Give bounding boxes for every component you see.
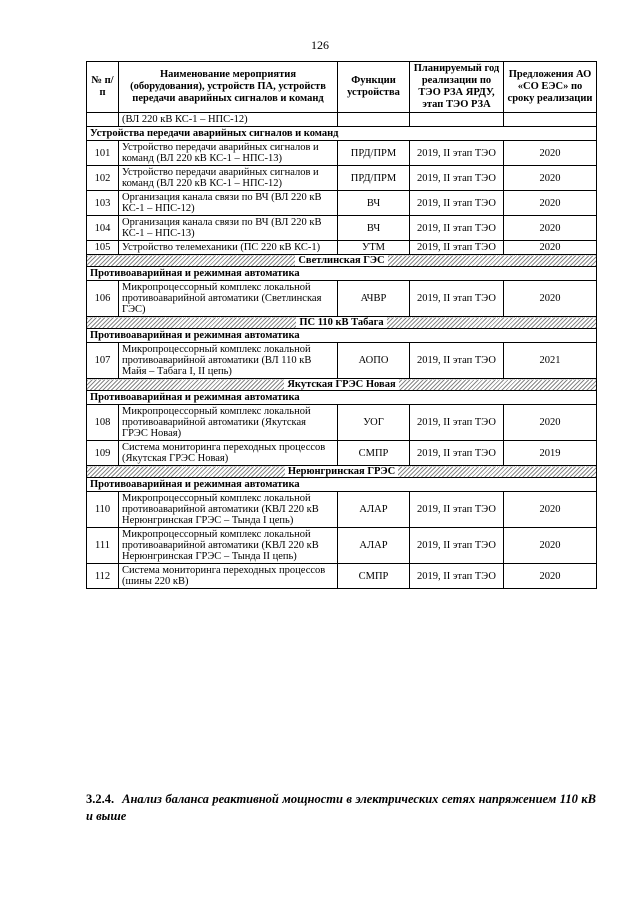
- row-year-cell: 2019, II этап ТЭО: [410, 216, 504, 241]
- section-cell: [87, 379, 597, 391]
- row-name-cell: Микропроцессорный комплекс локальной противоаварийной автоматики (КВЛ 220 кВ Нерюнгринская ГРЭС – Тында I цепь): [119, 492, 338, 528]
- section-cell: [87, 317, 597, 329]
- header-planned-year: Планируемый год реализации по ТЭО РЗА ЯРДУ, этап ТЭО РЗА: [410, 62, 504, 113]
- section-title: Нерюнгринская ГРЭС: [285, 466, 398, 477]
- table-section-row: [87, 317, 597, 329]
- table-row: [87, 528, 597, 564]
- row-name-cell: Устройство телемеханики (ПС 220 кВ КС-1): [119, 241, 338, 255]
- table-section-row: [87, 379, 597, 391]
- row-function-cell: ПРД/ПРМ: [338, 166, 410, 191]
- row-proposal-cell: [504, 113, 597, 127]
- row-function-cell: СМПР: [338, 441, 410, 466]
- row-function-cell: ВЧ: [338, 191, 410, 216]
- section-cell: [87, 466, 597, 478]
- table-row: [87, 343, 597, 379]
- row-name-cell: Микропроцессорный комплекс локальной противоаварийной автоматики (Якутская ГРЭС Новая): [119, 405, 338, 441]
- row-function-cell: АЛАР: [338, 528, 410, 564]
- table-row: [87, 441, 597, 466]
- row-year-cell: 2019, II этап ТЭО: [410, 405, 504, 441]
- table-row: [87, 405, 597, 441]
- table-row-continued: [87, 113, 597, 127]
- section-heading-number: 3.2.4.: [86, 792, 115, 806]
- group-title: Противоаварийная и режимная автоматика: [87, 478, 597, 492]
- row-proposal-cell: 2020: [504, 166, 597, 191]
- row-proposal-cell: 2019: [504, 441, 597, 466]
- row-function-cell: АОПО: [338, 343, 410, 379]
- table-group-row: [87, 391, 597, 405]
- row-year-cell: 2019, II этап ТЭО: [410, 191, 504, 216]
- row-proposal-cell: 2020: [504, 141, 597, 166]
- table-row: [87, 281, 597, 317]
- header-proposal: Предложения АО «СО ЕЭС» по сроку реализации: [504, 62, 597, 113]
- header-name: Наименование мероприятия (оборудования), устройств ПА, устройств передачи аварийных сигналов и команд: [119, 62, 338, 113]
- section-heading: [86, 791, 596, 825]
- row-year-cell: 2019, II этап ТЭО: [410, 281, 504, 317]
- row-name-cell: Устройство передачи аварийных сигналов и команд (ВЛ 220 кВ КС-1 – НПС-13): [119, 141, 338, 166]
- table-group-row: [87, 478, 597, 492]
- row-proposal-cell: 2021: [504, 343, 597, 379]
- row-year-cell: 2019, II этап ТЭО: [410, 241, 504, 255]
- row-num-cell: 107: [87, 343, 119, 379]
- row-name-cell: Система мониторинга переходных процессов (Якутская ГРЭС Новая): [119, 441, 338, 466]
- row-proposal-cell: 2020: [504, 191, 597, 216]
- row-year-cell: 2019, II этап ТЭО: [410, 441, 504, 466]
- page-number: 126: [311, 38, 329, 52]
- row-num-cell: 101: [87, 141, 119, 166]
- row-name-cell: (ВЛ 220 кВ КС-1 – НПС-12): [119, 113, 338, 127]
- row-function-cell: ПРД/ПРМ: [338, 141, 410, 166]
- row-function-cell: АЧВР: [338, 281, 410, 317]
- table-row: [87, 191, 597, 216]
- header-num: № п/п: [87, 62, 119, 113]
- row-proposal-cell: 2020: [504, 564, 597, 589]
- row-name-cell: Система мониторинга переходных процессов (шины 220 кВ): [119, 564, 338, 589]
- table-row: [87, 166, 597, 191]
- row-name-cell: Микропроцессорный комплекс локальной противоаварийной автоматики (ВЛ 110 кВ Майя – Табага I, II цепь): [119, 343, 338, 379]
- row-num-cell: [87, 113, 119, 127]
- group-title: Противоаварийная и режимная автоматика: [87, 267, 597, 281]
- table-group-row: [87, 329, 597, 343]
- row-name-cell: Устройство передачи аварийных сигналов и команд (ВЛ 220 кВ КС-1 – НПС-12): [119, 166, 338, 191]
- row-function-cell: УОГ: [338, 405, 410, 441]
- table-row: [87, 241, 597, 255]
- row-function-cell: АЛАР: [338, 492, 410, 528]
- row-name-cell: Организация канала связи по ВЧ (ВЛ 220 кВ КС-1 – НПС-13): [119, 216, 338, 241]
- table-body: [87, 113, 597, 589]
- section-heading-text: Анализ баланса реактивной мощности в электрических сетях напряжением 110 кВ и выше: [86, 792, 596, 823]
- header-function: Функции устройства: [338, 62, 410, 113]
- row-num-cell: 102: [87, 166, 119, 191]
- row-name-cell: Микропроцессорный комплекс локальной противоаварийной автоматики (Светлинская ГЭС): [119, 281, 338, 317]
- table-group-row: [87, 267, 597, 281]
- row-proposal-cell: 2020: [504, 216, 597, 241]
- table-row: [87, 564, 597, 589]
- row-year-cell: 2019, II этап ТЭО: [410, 528, 504, 564]
- section-title: ПС 110 кВ Табага: [296, 317, 386, 328]
- table-section-row: [87, 466, 597, 478]
- group-title: Противоаварийная и режимная автоматика: [87, 391, 597, 405]
- row-num-cell: 106: [87, 281, 119, 317]
- row-num-cell: 105: [87, 241, 119, 255]
- row-proposal-cell: 2020: [504, 528, 597, 564]
- row-year-cell: 2019, II этап ТЭО: [410, 166, 504, 191]
- table-section-row: [87, 255, 597, 267]
- row-num-cell: 111: [87, 528, 119, 564]
- group-title: Противоаварийная и режимная автоматика: [87, 329, 597, 343]
- row-num-cell: 112: [87, 564, 119, 589]
- row-name-cell: Микропроцессорный комплекс локальной противоаварийной автоматики (КВЛ 220 кВ Нерюнгринская ГРЭС – Тында II цепь): [119, 528, 338, 564]
- row-num-cell: 108: [87, 405, 119, 441]
- table-row: [87, 216, 597, 241]
- table-header-row: [87, 62, 597, 113]
- group-title: Устройства передачи аварийных сигналов и команд: [87, 127, 597, 141]
- row-year-cell: 2019, II этап ТЭО: [410, 141, 504, 166]
- row-proposal-cell: 2020: [504, 492, 597, 528]
- table-group-row: [87, 127, 597, 141]
- row-num-cell: 104: [87, 216, 119, 241]
- row-year-cell: 2019, II этап ТЭО: [410, 564, 504, 589]
- row-function-cell: ВЧ: [338, 216, 410, 241]
- row-function-cell: СМПР: [338, 564, 410, 589]
- row-function-cell: УТМ: [338, 241, 410, 255]
- row-num-cell: 103: [87, 191, 119, 216]
- row-proposal-cell: 2020: [504, 241, 597, 255]
- row-proposal-cell: 2020: [504, 281, 597, 317]
- row-year-cell: 2019, II этап ТЭО: [410, 343, 504, 379]
- measures-table: [86, 61, 597, 589]
- row-proposal-cell: 2020: [504, 405, 597, 441]
- row-name-cell: Организация канала связи по ВЧ (ВЛ 220 кВ КС-1 – НПС-12): [119, 191, 338, 216]
- row-year-cell: [410, 113, 504, 127]
- section-title: Якутская ГРЭС Новая: [284, 379, 398, 390]
- table-row: [87, 141, 597, 166]
- row-function-cell: [338, 113, 410, 127]
- section-title: Светлинская ГЭС: [295, 255, 387, 266]
- section-cell: [87, 255, 597, 267]
- row-year-cell: 2019, II этап ТЭО: [410, 492, 504, 528]
- table-row: [87, 492, 597, 528]
- row-num-cell: 110: [87, 492, 119, 528]
- row-num-cell: 109: [87, 441, 119, 466]
